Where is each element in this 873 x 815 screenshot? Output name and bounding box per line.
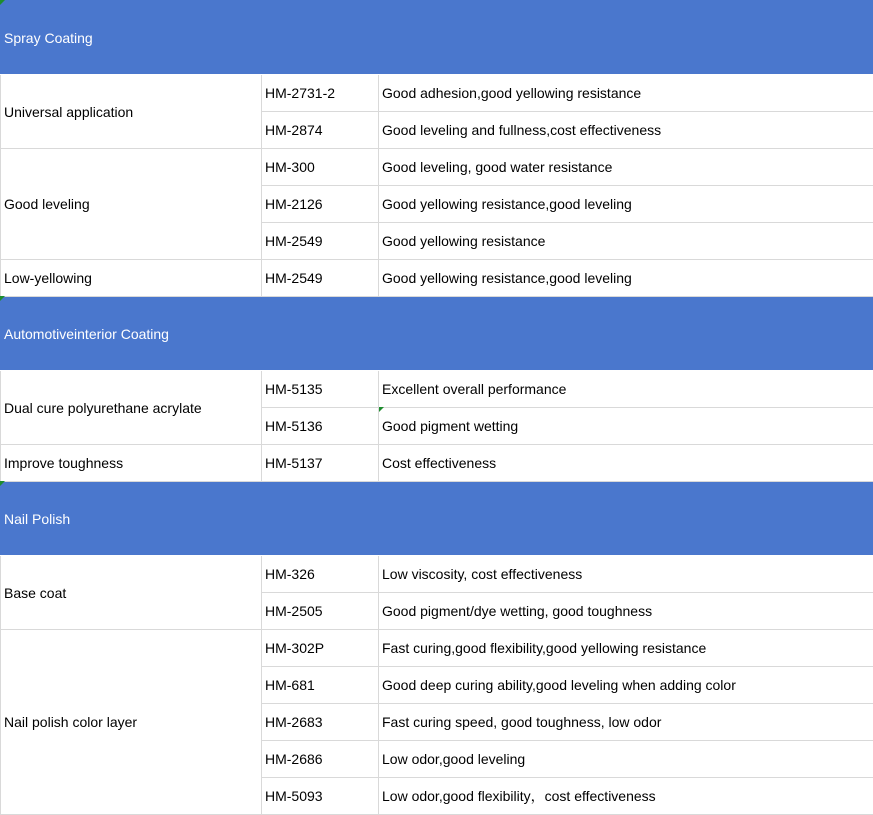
code-cell[interactable]: HM-2126 bbox=[262, 186, 379, 223]
table-row bbox=[1, 556, 873, 593]
code-cell[interactable]: HM-2549 bbox=[262, 260, 379, 297]
code-cell[interactable]: HM-5135 bbox=[262, 371, 379, 408]
cell-marker-icon bbox=[0, 0, 5, 5]
code-cell[interactable]: HM-2505 bbox=[262, 593, 379, 630]
cell-marker-icon bbox=[0, 481, 5, 486]
code-cell[interactable]: HM-302P bbox=[262, 630, 379, 667]
description-cell[interactable]: Low odor,good leveling bbox=[379, 741, 873, 778]
category-cell[interactable]: Base coat bbox=[1, 556, 262, 630]
description-cell[interactable]: Good yellowing resistance,good leveling bbox=[379, 260, 873, 297]
section-header bbox=[1, 482, 873, 556]
cell-marker-icon bbox=[0, 296, 5, 301]
code-cell[interactable]: HM-2549 bbox=[262, 223, 379, 260]
code-cell[interactable]: HM-5093 bbox=[262, 778, 379, 815]
section-title[interactable]: Nail Polish bbox=[1, 482, 873, 556]
description-cell[interactable]: Low odor,good flexibility，cost effectiveness bbox=[379, 778, 873, 815]
category-cell[interactable]: Nail polish color layer bbox=[1, 630, 262, 815]
table-row bbox=[1, 149, 873, 186]
code-cell[interactable]: HM-2686 bbox=[262, 741, 379, 778]
code-cell[interactable]: HM-5137 bbox=[262, 445, 379, 482]
code-cell[interactable]: HM-300 bbox=[262, 149, 379, 186]
category-cell[interactable]: Improve toughness bbox=[1, 445, 262, 482]
category-cell[interactable]: Low-yellowing bbox=[1, 260, 262, 297]
code-cell[interactable]: HM-5136 bbox=[262, 408, 379, 445]
description-cell[interactable]: Good leveling and fullness,cost effectiveness bbox=[379, 112, 873, 149]
description-cell[interactable]: Good deep curing ability,good leveling when adding color bbox=[379, 667, 873, 704]
code-cell[interactable]: HM-2874 bbox=[262, 112, 379, 149]
table-row bbox=[1, 630, 873, 667]
code-cell[interactable]: HM-326 bbox=[262, 556, 379, 593]
category-cell[interactable]: Dual cure polyurethane acrylate bbox=[1, 371, 262, 445]
category-cell[interactable]: Good leveling bbox=[1, 149, 262, 260]
cell-marker-icon bbox=[379, 407, 384, 412]
description-cell[interactable]: Fast curing,good flexibility,good yellowing resistance bbox=[379, 630, 873, 667]
description-cell[interactable]: Excellent overall performance bbox=[379, 371, 873, 408]
description-cell[interactable]: Good leveling, good water resistance bbox=[379, 149, 873, 186]
table-row bbox=[1, 371, 873, 408]
table-row bbox=[1, 75, 873, 112]
description-cell[interactable]: Low viscosity, cost effectiveness bbox=[379, 556, 873, 593]
description-cell[interactable]: Cost effectiveness bbox=[379, 445, 873, 482]
section-header bbox=[1, 1, 873, 75]
table-row bbox=[1, 445, 873, 482]
description-cell[interactable]: Good pigment wetting bbox=[379, 408, 873, 445]
description-cell[interactable]: Fast curing speed, good toughness, low odor bbox=[379, 704, 873, 741]
code-cell[interactable]: HM-2731-2 bbox=[262, 75, 379, 112]
section-header bbox=[1, 297, 873, 371]
description-cell[interactable]: Good adhesion,good yellowing resistance bbox=[379, 75, 873, 112]
code-cell[interactable]: HM-681 bbox=[262, 667, 379, 704]
section-title[interactable]: Spray Coating bbox=[1, 1, 873, 75]
category-cell[interactable]: Universal application bbox=[1, 75, 262, 149]
section-title[interactable]: Automotiveinterior Coating bbox=[1, 297, 873, 371]
description-cell[interactable]: Good pigment/dye wetting, good toughness bbox=[379, 593, 873, 630]
code-cell[interactable]: HM-2683 bbox=[262, 704, 379, 741]
table-row bbox=[1, 260, 873, 297]
description-cell[interactable]: Good yellowing resistance,good leveling bbox=[379, 186, 873, 223]
description-cell[interactable]: Good yellowing resistance bbox=[379, 223, 873, 260]
